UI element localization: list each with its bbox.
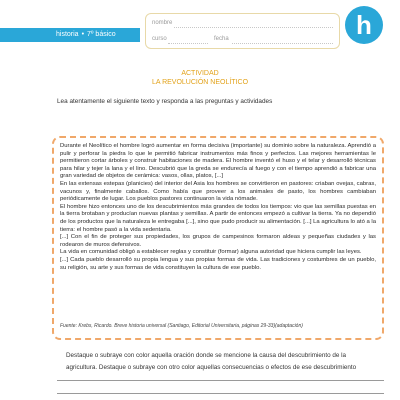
date-field[interactable] xyxy=(232,43,333,44)
instructions-text: Lea atentamente el siguiente texto y responda a las preguntas y actividades xyxy=(57,98,273,105)
reading-paragraph-2: En las extensas estepas (planicies) del interior del Asia los hombres se convirtieron en pastores: criaban ovejas, cabras, vacunos y, finalmente caballos. Como había que proveer a los animales de pasto, los hombres cambiaban periódicamente de lugar. Los pueblos pastores continuaron la vida nómade. xyxy=(60,180,376,203)
student-info-box xyxy=(145,13,340,49)
activity-subtitle: LA REVOLUCIÓN NEOLÍTICO xyxy=(151,79,249,86)
answer-line[interactable] xyxy=(57,393,384,394)
reading-paragraph-3: El hombre hizo entonces uno de los descubrimientos más grandes de todos los tiempos: vio que las semillas puestas en la tierra brotaban y producían nuevas plantas y semillas. A partir de entonces empezó a cultivar la tierra. Ya no dependió de los productos que la naturaleza le entregaba [...], sino que pudo producir su alimentación. [...] La agricultura lo ató a la tierra: el hombre pasó a la vida sedentaria. xyxy=(60,203,377,233)
grade-label: 7º básico xyxy=(87,31,116,38)
reading-paragraph-4: [...] Con el fin de proteger sus propiedades, los grupos de campesinos formaron aldeas y pequeñas ciudades y las rodearon de muros defensivos. xyxy=(60,234,376,248)
reading-paragraph-1: Durante el Neolítico el hombre logró aumentar en forma decisiva (importante) su dominio sobre la naturaleza. Aprendió a pulir y perforar la piedra lo que le permitió fabricar instrumentos más finos y perfectos. Las mejores herramientas le permitieron cortar árboles y construir habitaciones de madera. El hombre inventó el huso y el telar y desarrolló técnicas para hilar y tejer la lana y el lino. Descubrió que la greda se endurecía al fuego y con el tiempo aprendió a fabricar una gran variedad de objetos de cerámica: vasos, ollas, platos, [...] xyxy=(60,143,376,180)
reading-box xyxy=(52,136,384,340)
h-logo-icon: h xyxy=(345,6,383,44)
separator-dot-icon: • xyxy=(81,31,85,38)
task-line-1: Destaque o subraye con color aquella oración donde se mencione la causa del descubrimiento de la xyxy=(66,352,347,359)
name-label: nombre xyxy=(152,20,173,26)
name-field[interactable] xyxy=(174,27,333,28)
subject-label: historia xyxy=(56,31,79,38)
reading-paragraph-6: [...] Cada pueblo desarrolló su propia lengua y sus propias formas de vida. Las tradiciones y costumbres de un pueblo, su religión, su arte y sus formas de vida constituyen la cultura de ese pueblo. xyxy=(60,256,376,271)
date-label: fecha xyxy=(214,36,229,42)
answer-line[interactable] xyxy=(57,380,384,381)
source-citation: Fuente: Krebs, Ricardo. Breve historia universal (Santiago, Editorial Universitaria, páginas 29-33)(adaptación) xyxy=(60,323,303,329)
course-label: curso xyxy=(152,36,167,42)
activity-title: ACTIVIDAD xyxy=(181,70,219,77)
task-line-2: agricultura. Destaque o subraye con otro color aquellas consecuencias o efectos de ese descubrimiento xyxy=(66,364,357,371)
reading-paragraph-5: La vida en comunidad obligó a establecer reglas y constituir (formar) alguna autoridad que hiciera cumplir las leyes. xyxy=(60,249,362,256)
course-field[interactable] xyxy=(168,43,208,44)
subject-bar xyxy=(0,28,140,42)
